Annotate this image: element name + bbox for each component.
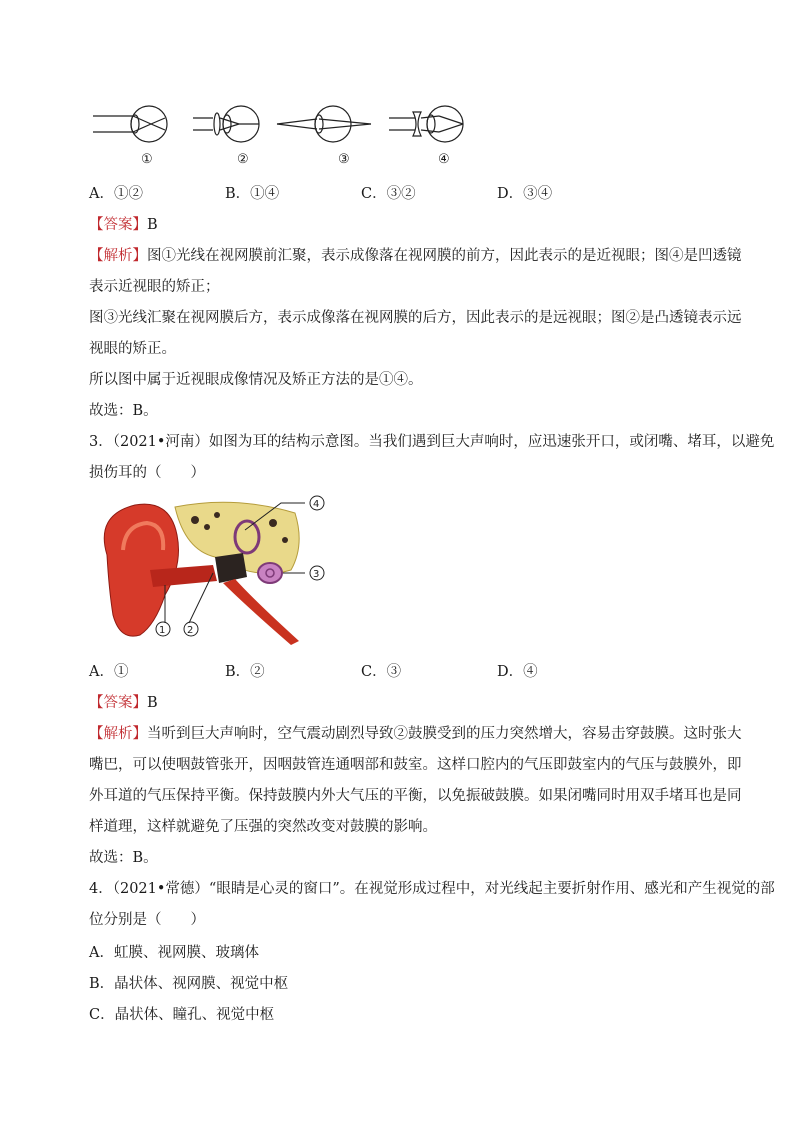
q3-analysis-tag: 【解析】 bbox=[89, 726, 147, 742]
eye-label-4: ④ bbox=[438, 152, 450, 167]
q3-answer-value: B bbox=[147, 695, 158, 711]
ear-label-4: 4 bbox=[313, 499, 320, 510]
q2-analysis-line-2: 表示近视眼的矫正； bbox=[89, 279, 220, 295]
middle-ear bbox=[215, 553, 247, 583]
q2-option-b[interactable]: B．①④ bbox=[225, 186, 280, 202]
eye-diagram-2 bbox=[193, 106, 259, 142]
q4-option-b[interactable]: B．晶状体、视网膜、视觉中枢 bbox=[89, 976, 289, 992]
ear-structure-figure bbox=[95, 495, 345, 645]
q3-analysis-line-3: 外耳道的气压保持平衡。保持鼓膜内外大气压的平衡，以免振破鼓膜。如果闭嘴同时用双手堵耳也是同 bbox=[89, 788, 742, 804]
q2-answer-value: B bbox=[147, 217, 158, 233]
eye-label-1: ① bbox=[141, 152, 153, 167]
q3-option-c[interactable]: C．③ bbox=[361, 664, 402, 680]
q4-stem-line-2: 位分别是（ ） bbox=[89, 912, 205, 928]
q3-answer bbox=[89, 693, 158, 713]
q3-stem-line-1: 3．（2021•河南）如图为耳的结构示意图。当我们遇到巨大声响时，应迅速张开口，或闭嘴、堵耳，以避免 bbox=[89, 434, 775, 450]
q2-option-a[interactable]: A．①② bbox=[89, 186, 143, 202]
q2-analysis-line-3: 图③光线汇聚在视网膜后方，表示成像落在视网膜的后方，因此表示的是远视眼；图②是凸透镜表示远 bbox=[89, 310, 742, 326]
q2-analysis-text-1: 图①光线在视网膜前汇聚，表示成像落在视网膜的前方，因此表示的是近视眼；图④是凹透镜 bbox=[147, 248, 742, 264]
q2-analysis-tag: 【解析】 bbox=[89, 248, 147, 264]
q4-option-a[interactable]: A．虹膜、视网膜、玻璃体 bbox=[89, 945, 259, 961]
q3-answer-tag: 【答案】 bbox=[89, 695, 147, 711]
q3-analysis-line-1 bbox=[89, 724, 742, 744]
q3-analysis-line-4: 样道理，这样就避免了压强的突然改变对鼓膜的影响。 bbox=[89, 819, 437, 835]
ear-label-2: 2 bbox=[187, 625, 194, 636]
q2-analysis-line-4: 视眼的矫正。 bbox=[89, 341, 176, 357]
q2-option-c[interactable]: C．③② bbox=[361, 186, 416, 202]
q2-answer bbox=[89, 215, 158, 235]
eye-diagram-3 bbox=[277, 106, 371, 142]
q3-option-a[interactable]: A．① bbox=[89, 664, 129, 680]
q2-analysis-line-1 bbox=[89, 246, 742, 266]
eye-diagram-4 bbox=[389, 106, 463, 142]
q3-analysis-text-1: 当听到巨大声响时，空气震动剧烈导致②鼓膜受到的压力突然增大，容易击穿鼓膜。这时张大 bbox=[147, 726, 742, 742]
q3-analysis-line-5: 故选：B。 bbox=[89, 850, 158, 866]
ear-label-1: 1 bbox=[159, 625, 166, 636]
eye-label-3: ③ bbox=[338, 152, 350, 167]
q4-option-c[interactable]: C．晶状体、瞳孔、视觉中枢 bbox=[89, 1007, 275, 1023]
eye-diagram-1 bbox=[93, 106, 167, 142]
q4-stem-line-1: 4．（2021•常德）“眼睛是心灵的窗口”。在视觉形成过程中，对光线起主要折射作用、感光和产生视觉的部 bbox=[89, 881, 775, 897]
q2-analysis-line-5: 所以图中属于近视眼成像情况及矫正方法的是①④。 bbox=[89, 372, 423, 388]
ear-label-3: 3 bbox=[313, 569, 320, 580]
q3-analysis-line-2: 嘴巴，可以使咽鼓管张开，因咽鼓管连通咽部和鼓室。这样口腔内的气压即鼓室内的气压与鼓膜外，即 bbox=[89, 757, 742, 773]
q3-option-b[interactable]: B．② bbox=[225, 664, 265, 680]
eye-label-2: ② bbox=[237, 152, 249, 167]
q2-option-d[interactable]: D．③④ bbox=[497, 186, 553, 202]
q2-analysis-line-6: 故选：B。 bbox=[89, 403, 158, 419]
eustachian-tube bbox=[223, 579, 299, 645]
cochlea bbox=[258, 563, 282, 583]
q2-answer-tag: 【答案】 bbox=[89, 217, 147, 233]
q3-stem-line-2: 损伤耳的（ ） bbox=[89, 465, 205, 481]
q3-option-d[interactable]: D．④ bbox=[497, 664, 538, 680]
